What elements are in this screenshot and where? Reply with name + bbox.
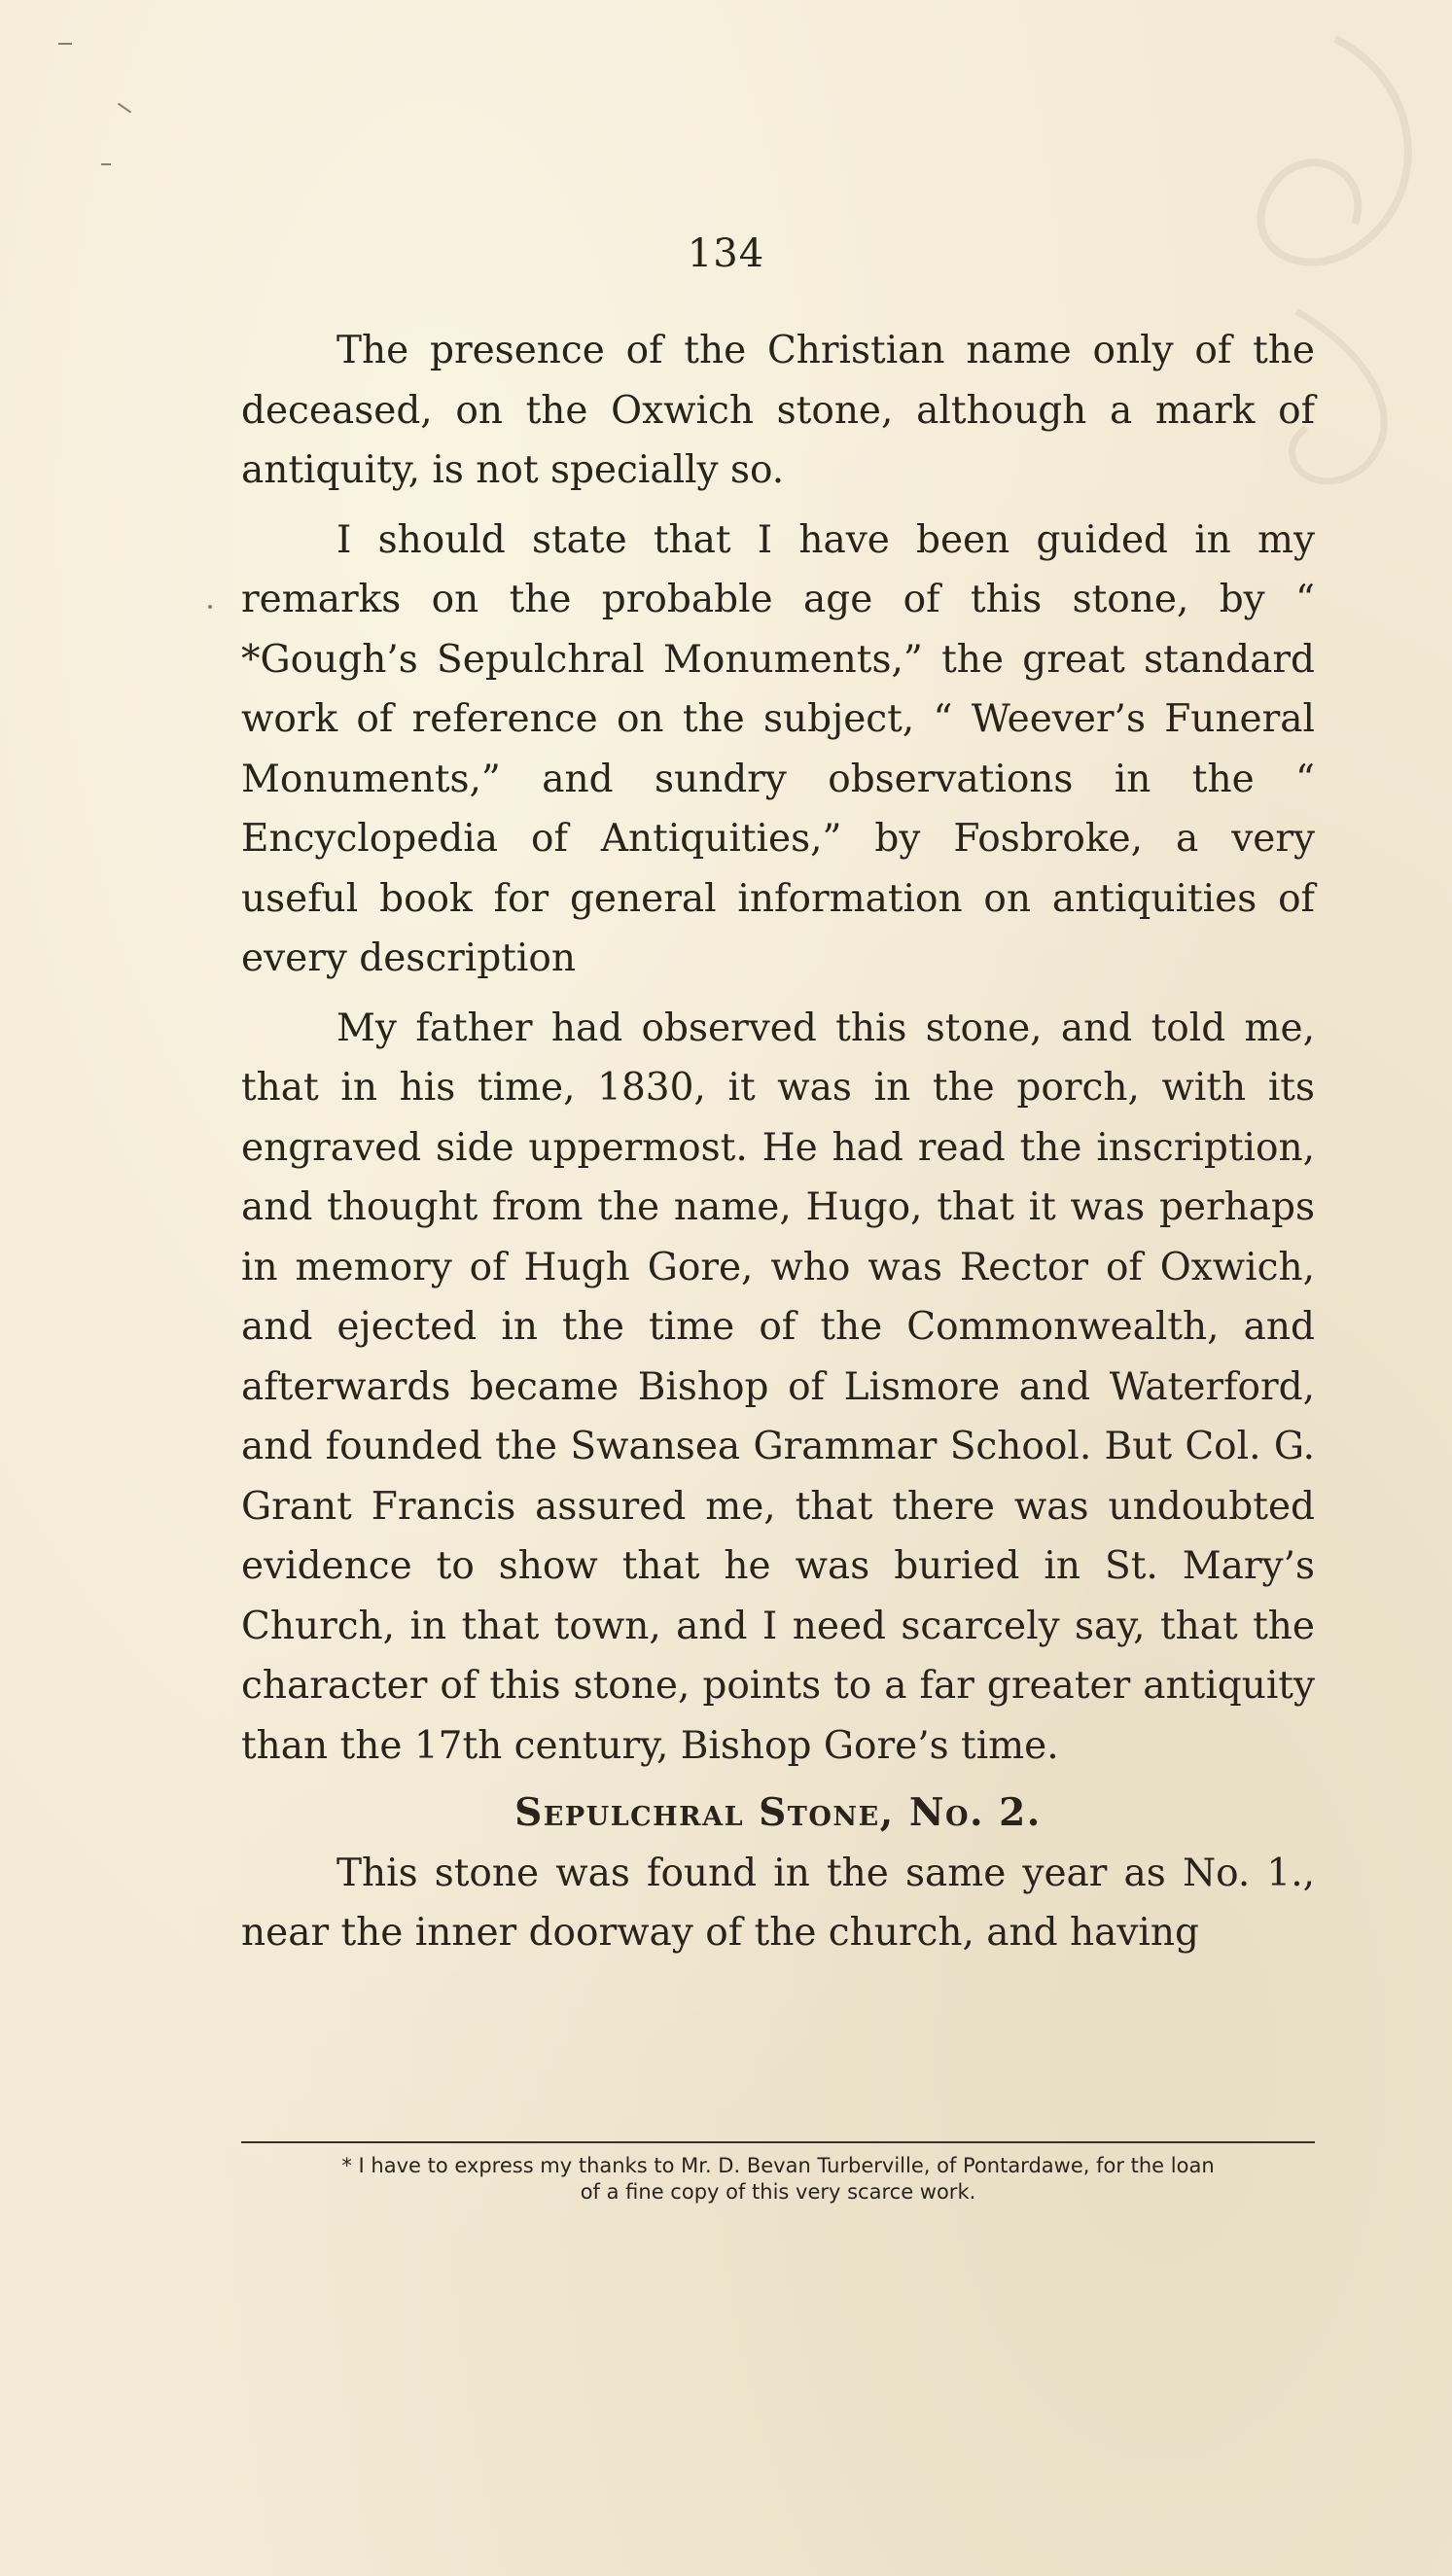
- paper-speck: [58, 43, 72, 45]
- paragraph-sources: I should state that I have been guided in my remarks on the probable age of this stone, by “ *Gough’s Sepulchral Monuments,” the great standard work of reference on the subject, “ Weever’s Funeral Monuments,” and sundry observations in the “ Encyclopedia of Antiquities,” by Fosbroke, a very useful book for general information on antiquities of every description: [241, 517, 1315, 980]
- paper-speck: [208, 605, 212, 609]
- paragraph-hugh-gore: My father had observed this stone, and told me, that in his time, 1830, it was in the porch, with its engraved side uppermost. He had read the inscription, and thought from the name, Hugo, that it was perhaps in memory of Hugh Gore, who was Rector of Oxwich, and ejected in the time of the Commonwealth, and afterwards became Bishop of Lismore and Waterford, and founded the Swansea Grammar School. But Col. G. Grant Francis assured me, that there was undoubted evidence to show that he was buried in St. Mary’s Church, in that town, and I need scarcely say, that the character of this stone, points to a far greater antiquity than the 17th century, Bishop Gore’s time.: [241, 1006, 1315, 1768]
- section-heading: Sepulchral Stone, No. 2.: [514, 1790, 1042, 1835]
- footnote-line-2: of a fine copy of this very scarce work.: [580, 2180, 976, 2204]
- footnote: [241, 2153, 1315, 2205]
- body-text: [241, 321, 1315, 1963]
- footnote-line-1: * I have to express my thanks to Mr. D. Bevan Turberville, of Pontardawe, for the loan: [341, 2154, 1215, 2177]
- paper-speck: [118, 103, 131, 114]
- page-number: 134: [687, 231, 765, 276]
- footnote-divider: [241, 2141, 1315, 2143]
- paragraph-christian-name: The presence of the Christian name only of the deceased, on the Oxwich stone, although a mark of antiquity, is not specially so.: [241, 329, 1315, 492]
- paper-speck: [101, 163, 111, 165]
- paragraph-stone-no-2: This stone was found in the same year as No. 1., near the inner doorway of the church, and having: [241, 1851, 1315, 1955]
